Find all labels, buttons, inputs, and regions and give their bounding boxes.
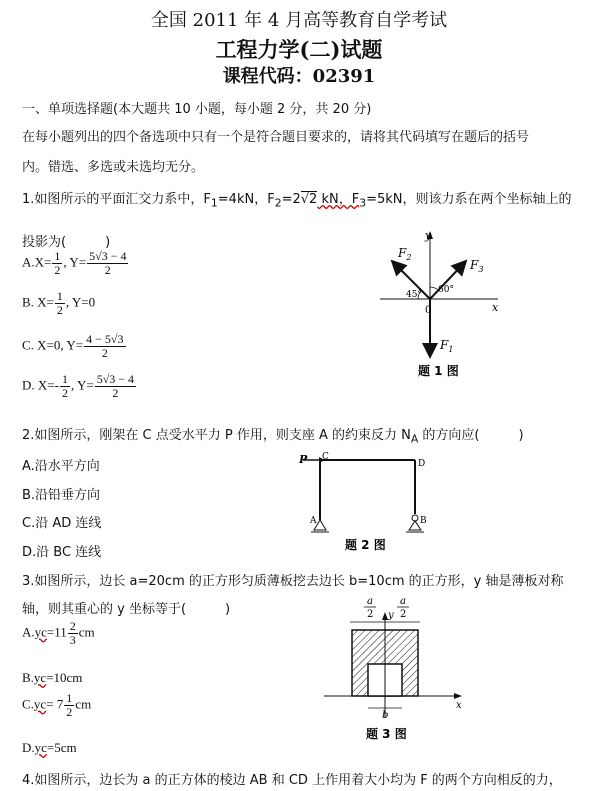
q1-option-d: D. X=- $\frac{1}{2}$ , Y= $\frac{5√3 - 4}{2}$ <box>22 372 135 400</box>
q1-option-b: B. X= $\frac{1}{2}$ , Y=0 <box>22 289 96 317</box>
instructions-line2: 内。错选、多选或未选均无分。 <box>22 160 205 175</box>
course-title: 工程力学(二)试题 <box>215 37 383 62</box>
fig3-b-label: b <box>382 710 389 721</box>
svg-text:y: y <box>388 610 394 621</box>
q2-option-b: B.沿铅垂方向 <box>22 488 101 503</box>
fig1-caption: 题 1 图 <box>418 364 459 378</box>
fig1-y-label: y <box>425 229 432 242</box>
fig3-caption: 题 3 图 <box>366 727 407 741</box>
q3-option-b: B.yc=10cm <box>22 670 83 685</box>
svg-text:2: 2 <box>367 609 374 620</box>
fig1-f3-label: $F_3$ <box>470 258 484 274</box>
svg-text:2: 2 <box>400 609 407 620</box>
q3-option-a: A.yc=11 $\frac{2}{3}$ cm <box>22 619 95 647</box>
fig1-f1-label: $F_1$ <box>440 338 454 354</box>
exam-title: 全国 2011 年 4 月高等教育自学考试 <box>150 10 448 31</box>
q2-option-d: D.沿 BC 连线 <box>22 545 102 560</box>
q3-stem-line2: 轴，则其重心的 y 坐标等于( ) <box>22 602 231 617</box>
fig1-angle-45: 45° <box>406 290 422 300</box>
q3-stem-line1: 3.如图所示，边长 a=20cm 的正方形匀质薄板挖去边长 b=10cm 的正方形，y 轴是薄板对称 <box>22 574 564 589</box>
fig1-x-label: x <box>492 301 499 314</box>
figure-2 <box>295 448 445 558</box>
q1-option-c: C. X=0, Y= $\frac{4 - 5√3}{2}$ <box>22 332 124 360</box>
svg-text:x: x <box>456 700 462 711</box>
fig3-a-label-right: a <box>400 596 406 607</box>
instructions-line1: 在每小题列出的四个备选项中只有一个是符合题目要求的，请将其代码填写在题后的括号 <box>22 130 530 145</box>
fig2-d-label: D <box>418 459 426 469</box>
course-code: 课程代码：02391 <box>222 66 376 87</box>
fig2-c-label: C <box>322 452 329 462</box>
fig1-angle-60: 60° <box>438 285 454 295</box>
q2-option-c: C.沿 AD 连线 <box>22 516 102 531</box>
figure-3 <box>320 590 470 750</box>
q1-option-a: A.X= $\frac{1}{2}$ , Y= $\frac{5√3 - 4}{2}$ <box>22 249 127 277</box>
fig3-a-label-left: a <box>367 596 373 607</box>
fig2-a-label: A <box>310 516 317 526</box>
figure-1 <box>370 225 520 385</box>
q3-option-d: D.yc=5cm <box>22 740 77 755</box>
fig2-b-label: B <box>420 516 427 526</box>
q1-stem-line2: 投影为( ) <box>22 235 111 250</box>
q2-stem: 2.如图所示，刚架在 C 点受水平力 P 作用，则支座 A 的约束反力 $N_A$ 的方向应( ) <box>22 428 524 446</box>
q3-option-c: C.yc= 7 $\frac{1}{2}$ cm <box>22 691 92 719</box>
q1-stem: 1.如图所示的平面汇交力系中，$F_1=4kN$，$F_2=2√2$ kN，$F_3=5kN$，则该力系在两个坐标轴上的 <box>22 192 572 210</box>
fig2-caption: 题 2 图 <box>345 538 386 552</box>
q2-option-a: A.沿水平方向 <box>22 459 100 474</box>
fig1-f2-label: $F_2$ <box>398 246 412 262</box>
fig2-p-label: P <box>299 453 308 466</box>
q4-stem: 4.如图所示，边长为 a 的正方体的棱边 AB 和 CD 上作用着大小均为 F 的两个方向相反的力， <box>22 773 562 788</box>
fig1-origin-label: 0 <box>425 305 432 316</box>
section-heading: 一、单项选择题(本大题共 10 小题，每小题 2 分，共 20 分) <box>22 102 372 117</box>
